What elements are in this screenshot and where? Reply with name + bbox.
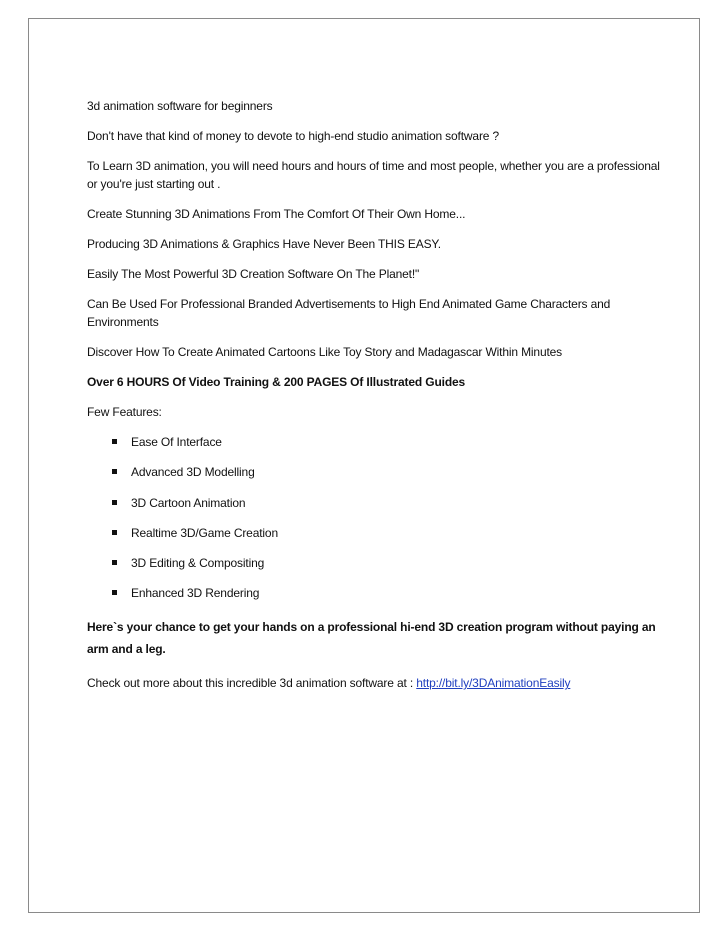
square-bullet-icon — [112, 560, 117, 565]
feature-label: Realtime 3D/Game Creation — [131, 525, 278, 540]
paragraph-professional: Can Be Used For Professional Branded Advertisements to High End Animated Game Characters and Environments — [87, 297, 611, 329]
square-bullet-icon — [112, 590, 117, 595]
closing-paragraph: Here`s your chance to get your hands on a professional hi-end 3D creation program without paying an arm and a leg. — [87, 620, 656, 657]
paragraph-money: Don't have that kind of money to devote to high-end studio animation software ? — [87, 129, 500, 143]
paragraph-discover: Discover How To Create Animated Cartoons Like Toy Story and Madagascar Within Minutes — [87, 345, 563, 359]
document-page — [28, 18, 700, 913]
feature-label: 3D Cartoon Animation — [131, 495, 246, 510]
feature-label: Ease Of Interface — [131, 435, 222, 449]
document-body — [87, 97, 667, 692]
paragraph-create: Create Stunning 3D Animations From The Comfort Of Their Own Home... — [87, 207, 466, 221]
feature-list — [87, 433, 667, 602]
paragraph-learn: To Learn 3D animation, you will need hours and hours of time and most people, whether you are a professional or you're just starting out . — [87, 159, 660, 191]
animation-software-link[interactable]: http://bit.ly/3DAnimationEasily — [416, 676, 571, 691]
square-bullet-icon — [112, 530, 117, 535]
list-item — [87, 463, 667, 481]
document-title: 3d animation software for beginners — [87, 99, 273, 113]
features-heading: Few Features: — [87, 405, 162, 419]
list-item — [87, 433, 667, 451]
square-bullet-icon — [112, 469, 117, 474]
square-bullet-icon — [112, 500, 117, 505]
feature-label: Advanced 3D Modelling — [131, 465, 255, 480]
list-item — [87, 554, 667, 572]
feature-label: 3D Editing & Compositing — [131, 556, 265, 571]
paragraph-powerful: Easily The Most Powerful 3D Creation Software On The Planet!" — [87, 267, 420, 281]
list-item — [87, 584, 667, 602]
cta-paragraph — [87, 674, 667, 692]
paragraph-producing: Producing 3D Animations & Graphics Have Never Been THIS EASY. — [87, 237, 441, 251]
feature-label: Enhanced 3D Rendering — [131, 586, 260, 601]
cta-text: Check out more about this incredible 3d animation software at : — [87, 676, 417, 691]
list-item — [87, 524, 667, 542]
list-item — [87, 494, 667, 512]
paragraph-training: Over 6 HOURS Of Video Training & 200 PAGES Of Illustrated Guides — [87, 375, 466, 389]
square-bullet-icon — [112, 439, 117, 444]
